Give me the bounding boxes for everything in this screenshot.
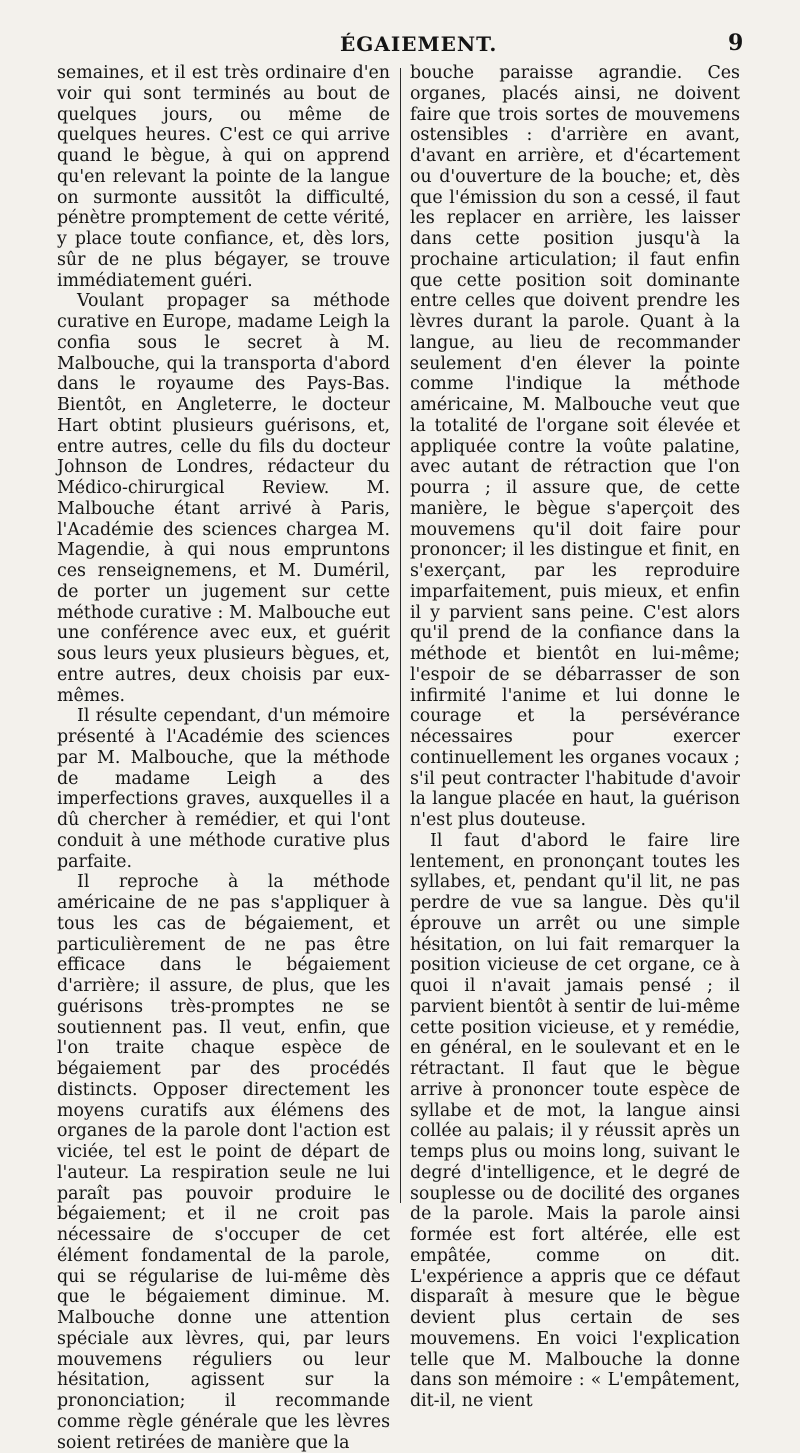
- column-divider: [400, 68, 401, 1203]
- paragraph: Il faut d'abord le faire lire lentement, en prononçant toutes les syllabes, et, pendant qu'il lit, ne pas perdre de vue sa langue. Dès qu'il éprouve un arrêt ou une simple hésitation, on lui fait remarquer la position vicieuse de cet organe, ce à quoi il n'avait jamais pensé ; il parvient bientôt à sentir de lui-même cette position vicieuse, et y remédie, en général, en le soulevant et en le rétractant. Il faut que le bègue arrive à prononcer toute espèce de syllabe et de mot, la langue ainsi collée au palais; il y réussit après un temps plus ou moins long, suivant le degré d'intelligence, et le degré de souplesse ou de docilité des organes de la parole. Mais la parole ainsi formée est fort altérée, elle est empâtée, comme on dit. L'expérience a appris que ce défaut disparaît à mesure que le bègue devient plus certain de ses mouvemens. En voici l'explication telle que M. Malbouche la donne dans son mémoire : « L'empâtement, dit-il, ne vient: [410, 830, 740, 1411]
- page-number: 9: [728, 30, 744, 56]
- paragraph: Voulant propager sa méthode curative en Europe, madame Leigh la confia sous le secret à M. Malbouche, qui la transporta d'abord dans le royaume des Pays-Bas. Bientôt, en Angleterre, le docteur Hart obtint plusieurs guérisons, et, entre autres, celle du fils du docteur Johnson de Londres, rédacteur du Médico-chirurgical Review. M. Malbouche étant arrivé à Paris, l'Académie des sciences chargea M. Magendie, à qui nous empruntons ces renseignemens, et M. Duméril, de porter un jugement sur cette méthode curative : M. Malbouche eut une conférence avec eux, et guérit sous leurs yeux plusieurs bègues, et, entre autres, deux choisis par eux-mêmes.: [57, 291, 390, 706]
- right-column: [410, 63, 740, 1412]
- running-title: ÉGAIEMENT.: [340, 32, 498, 56]
- paragraph: Il reproche à la méthode américaine de ne pas s'appliquer à tous les cas de bégaiement, et particulièrement de ne pas être efficace dans le bégaiement d'arrière; il assure, de plus, que les guérisons très-promptes ne se soutiennent pas. Il veut, enfin, que l'on traite chaque espèce de bégaiement par des procédés distincts. Opposer directement les moyens curatifs aux élémens des organes de la parole dont l'action est viciée, tel est le point de départ de l'auteur. La respiration seule ne lui paraît pas pouvoir produire le bégaiement; et il ne croit pas nécessaire de s'occuper de cet élément fondamental de la parole, qui se régularise de lui-même dès que le bégaiement diminue. M. Malbouche donne une attention spéciale aux lèvres, qui, par leurs mouvemens réguliers ou leur hésitation, agissent sur la prononciation; il recommande comme règle générale que les lèvres soient retirées de manière que la: [57, 872, 390, 1453]
- paragraph: semaines, et il est très ordinaire d'en voir qui sont terminés au bout de quelques jours, ou même de quelques heures. C'est ce qui arrive quand le bègue, à qui on apprend qu'en relevant la pointe de la langue on surmonte aussitôt la difficulté, pénètre promptement de cette vérité, y place toute confiance, et, dès lors, sûr de ne plus bégayer, se trouve immédiatement guéri.: [57, 63, 390, 291]
- paragraph: Il résulte cependant, d'un mémoire présenté à l'Académie des sciences par M. Malbouche, que la méthode de madame Leigh a des imperfections graves, auxquelles il a dû chercher à remédier, et qui l'ont conduit à une méthode curative plus parfaite.: [57, 706, 390, 872]
- page-header: [0, 30, 800, 64]
- paragraph: bouche paraisse agrandie. Ces organes, placés ainsi, ne doivent faire que trois sortes de mouvemens ostensibles : d'arrière en avant, d'avant en arrière, et d'écartement ou d'ouverture de la bouche; et, dès que l'émission du son a cessé, il faut les replacer en arrière, les laisser dans cette position jusqu'à la prochaine articulation; il faut enfin que cette position soit dominante entre celles que doivent prendre les lèvres durant la parole. Quant à la langue, au lieu de recommander seulement d'en élever la pointe comme l'indique la méthode américaine, M. Malbouche veut que la totalité de l'organe soit élevée et appliquée contre la voûte palatine, avec autant de rétraction que l'on pourra ; il assure que, de cette manière, le bègue s'aperçoit des mouvemens qu'il doit faire pour prononcer; il les distingue et finit, en s'exerçant, par les reproduire imparfaitement, puis mieux, et enfin il y parvient sans peine. C'est alors qu'il prend de la confiance dans la méthode et bientôt en lui-même; l'espoir de se débarrasser de son infirmité l'anime et lui donne le courage et la persévérance nécessaires pour exercer continuellement les organes vocaux ; s'il peut contracter l'habitude d'avoir la langue placée en haut, la guérison n'est plus douteuse.: [410, 63, 740, 830]
- left-column: [57, 63, 390, 1453]
